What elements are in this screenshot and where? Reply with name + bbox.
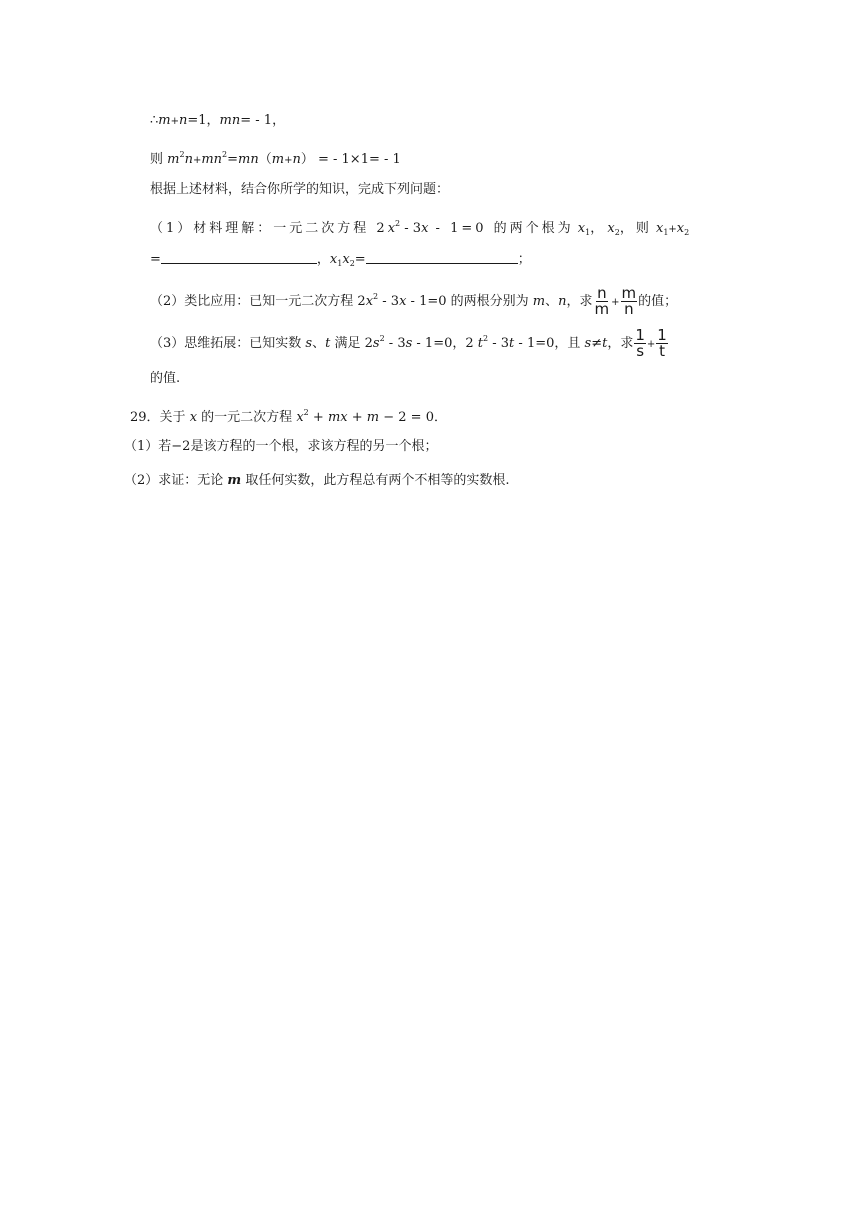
exponent: 2 bbox=[379, 334, 385, 343]
therefore-symbol: ∴ bbox=[150, 113, 159, 128]
question-1-line-1 bbox=[150, 214, 689, 243]
answer-blank-sum[interactable] bbox=[161, 251, 317, 264]
equals-sign: = bbox=[227, 152, 239, 167]
problem-29-part-1 bbox=[124, 437, 437, 457]
var-n: n bbox=[179, 113, 188, 128]
q2-qiu: ，求 bbox=[566, 294, 593, 309]
var-m: m bbox=[167, 152, 180, 167]
p29-sub2-prefix: （2）求证：无论 bbox=[124, 473, 224, 488]
var-x1: x bbox=[655, 221, 664, 236]
plus-sign: + bbox=[308, 410, 328, 425]
q2-tail: 的值； bbox=[638, 294, 678, 309]
p29-sub1-rest: 是该方程的一个根，求该方程的另一个根； bbox=[190, 439, 438, 454]
comma: ， bbox=[316, 252, 330, 267]
var-x: x bbox=[421, 221, 429, 236]
q3-mid: - 1=0，2 bbox=[412, 336, 474, 351]
semicolon: ； bbox=[517, 252, 531, 267]
plus-sign: + bbox=[611, 297, 620, 308]
equals-text: = - 1， bbox=[240, 113, 286, 128]
subscript: 1 bbox=[337, 259, 343, 268]
fraction-1-over-s bbox=[634, 328, 646, 359]
q3-mid: - 3 bbox=[384, 336, 406, 351]
var-s: s bbox=[405, 336, 413, 351]
var-t: t bbox=[325, 336, 331, 351]
q2-suffix: - 1=0 的两根分别为 bbox=[406, 294, 529, 309]
equation-rest: − 2 = 0 bbox=[379, 410, 434, 425]
q3-mid: - 3 bbox=[488, 336, 510, 351]
answer-blank-product[interactable] bbox=[366, 251, 518, 264]
var-t: t bbox=[602, 336, 608, 351]
var-mx: mx bbox=[327, 410, 348, 425]
exponent: 2 bbox=[483, 334, 489, 343]
var-mn: mn bbox=[201, 152, 223, 167]
var-n: n bbox=[558, 294, 567, 309]
result-text: ） = - 1×1= - 1 bbox=[300, 152, 401, 167]
q3-man: 满足 2 bbox=[334, 336, 373, 351]
p29-sub1-prefix: （1）若 bbox=[124, 439, 172, 454]
period: ． bbox=[433, 410, 447, 425]
equals-sign: = bbox=[354, 252, 366, 267]
comma: ， bbox=[590, 221, 604, 236]
equation bbox=[296, 410, 434, 425]
fraction-numerator: 1 bbox=[657, 326, 667, 344]
var-m: m bbox=[227, 473, 242, 488]
problem-29-heading bbox=[130, 403, 447, 428]
var-n: n bbox=[184, 152, 193, 167]
ze-text: 则 bbox=[150, 152, 168, 167]
material-line-2 bbox=[150, 145, 401, 171]
subscript: 1 bbox=[663, 228, 669, 237]
not-equal-sign: ≠ bbox=[591, 336, 603, 351]
var-x1: x bbox=[329, 252, 338, 267]
var-s: s bbox=[584, 336, 592, 351]
fraction-denominator: s bbox=[636, 342, 645, 360]
equals-text: =1， bbox=[187, 113, 220, 128]
subscript: 2 bbox=[349, 259, 355, 268]
var-mn: mn bbox=[219, 113, 241, 128]
exponent: 2 bbox=[303, 408, 309, 417]
paren-open: （ bbox=[258, 152, 272, 167]
q3-prefix: （3）思维拓展：已知实数 bbox=[150, 336, 302, 351]
fraction-n-over-m bbox=[594, 286, 611, 317]
var-s: s bbox=[305, 336, 313, 351]
p29-prefix: 29．关于 bbox=[130, 410, 186, 425]
var-m: m bbox=[158, 113, 171, 128]
fraction-numerator: 1 bbox=[635, 326, 645, 344]
var-t: t bbox=[477, 336, 484, 351]
var-x: x bbox=[296, 410, 304, 425]
var-m: m bbox=[532, 294, 546, 309]
subscript: 2 bbox=[614, 228, 620, 237]
exponent: 2 bbox=[395, 219, 401, 228]
exponent: 2 bbox=[222, 150, 228, 159]
q1-suffix: - 1=0 的两个根为 bbox=[428, 221, 574, 236]
plus-sign: + bbox=[170, 116, 179, 127]
material-line-1 bbox=[150, 111, 285, 132]
var-x2: x bbox=[676, 221, 685, 236]
separator: 、 bbox=[545, 294, 559, 309]
var-x: x bbox=[365, 294, 374, 309]
question-3 bbox=[150, 322, 669, 362]
plus-sign: + bbox=[646, 339, 656, 350]
q1-then: ，则 bbox=[619, 221, 652, 236]
q1-prefix: （1）材料理解：一元二次方程 2 bbox=[150, 221, 388, 236]
var-m: m bbox=[271, 152, 285, 167]
exponent: 2 bbox=[373, 292, 379, 301]
value-neg-2: −2 bbox=[171, 439, 191, 454]
fraction-numerator: m bbox=[621, 284, 637, 302]
separator: 、 bbox=[312, 336, 326, 351]
plus-sign: + bbox=[192, 155, 202, 166]
plus-sign: + bbox=[347, 410, 367, 425]
var-x2: x bbox=[607, 221, 615, 236]
question-1-line-2 bbox=[150, 250, 531, 274]
fraction-1-over-t bbox=[656, 328, 668, 359]
problem-29-part-2 bbox=[124, 471, 509, 491]
var-t: t bbox=[509, 336, 515, 351]
plus-sign: + bbox=[668, 224, 677, 235]
subscript: 2 bbox=[684, 228, 690, 237]
q1-mid: - 3 bbox=[400, 221, 422, 236]
var-m: m bbox=[366, 410, 380, 425]
question-2 bbox=[150, 280, 677, 320]
var-x1: x bbox=[577, 221, 586, 236]
var-x: x bbox=[387, 221, 396, 236]
fraction-denominator: t bbox=[659, 342, 665, 360]
fraction-denominator: n bbox=[624, 300, 634, 318]
q2-prefix: （2）类比应用：已知一元二次方程 2 bbox=[150, 294, 366, 309]
question-3-tail: 的值. bbox=[150, 371, 181, 386]
var-x: x bbox=[399, 294, 407, 309]
p29-sub2-rest: 取任何实数，此方程总有两个不相等的实数根. bbox=[245, 473, 510, 488]
p29-mid: 的一元二次方程 bbox=[201, 410, 293, 425]
exponent: 2 bbox=[179, 150, 185, 159]
var-s: s bbox=[372, 336, 380, 351]
equals-sign: = bbox=[150, 252, 161, 267]
var-n: n bbox=[292, 152, 301, 167]
q3-mid: - 1=0，且 bbox=[514, 336, 581, 351]
q3-qiu: ，求 bbox=[607, 336, 634, 351]
fraction-m-over-n bbox=[621, 286, 638, 317]
var-x2: x bbox=[342, 252, 350, 267]
fraction-numerator: n bbox=[597, 284, 607, 302]
var-x: x bbox=[189, 410, 198, 425]
material-instruction: 根据上述材料，结合你所学的知识，完成下列问题： bbox=[150, 182, 450, 197]
var-mn: mn bbox=[238, 152, 259, 167]
subscript: 1 bbox=[585, 228, 591, 237]
fraction-denominator: m bbox=[594, 300, 610, 318]
q2-mid: - 3 bbox=[378, 294, 400, 309]
plus-sign: + bbox=[284, 155, 293, 166]
